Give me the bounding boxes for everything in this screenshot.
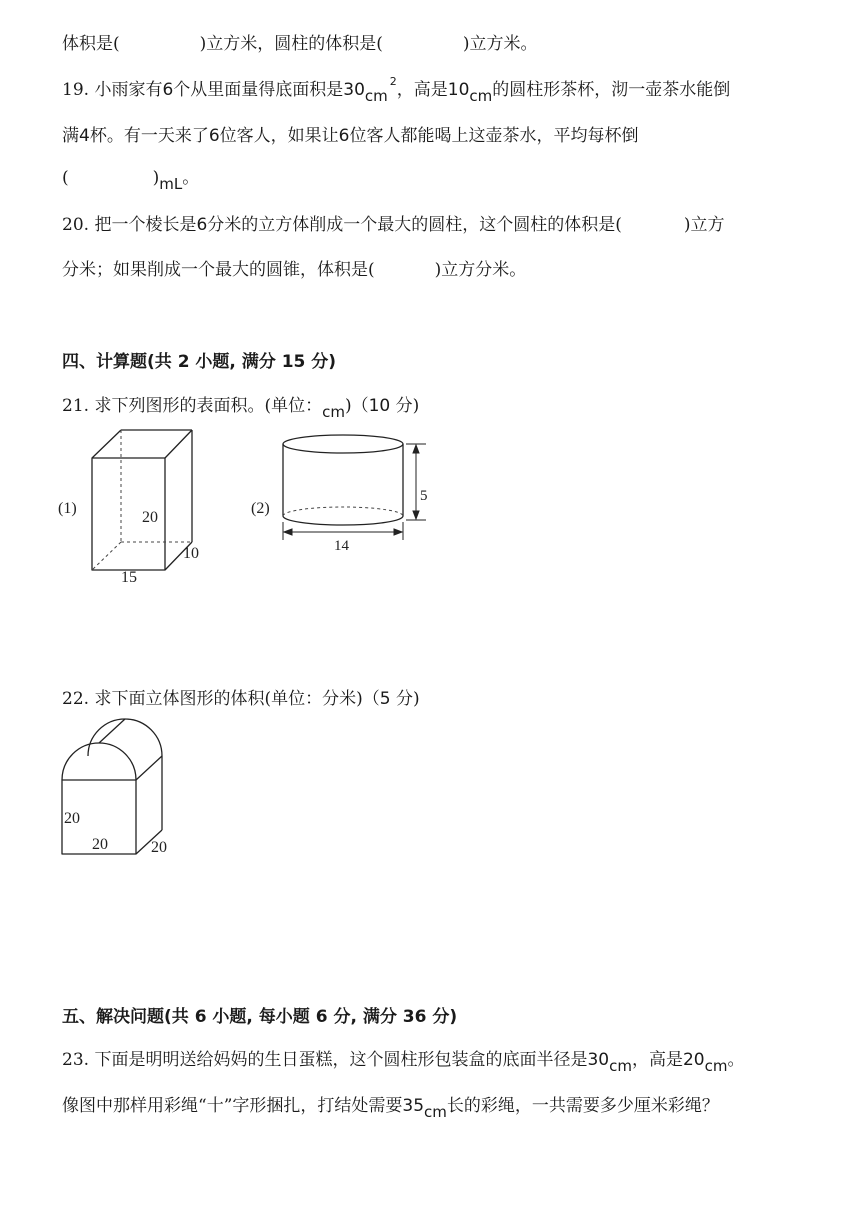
text: 像图中那样用彩绳“十”字形捆扎，打结处需要	[62, 1096, 403, 1116]
number: 30	[343, 80, 365, 100]
q23-line2	[62, 1094, 719, 1121]
superscript: 2	[389, 75, 397, 88]
dimension-width: 20	[92, 836, 108, 853]
text: )立方米。	[462, 34, 538, 54]
text: 体积是(	[62, 34, 120, 54]
section-heading-5	[62, 1002, 457, 1027]
text: )立方	[683, 215, 725, 235]
cylinder-top	[283, 435, 403, 453]
figure-label-2: (2)	[251, 500, 270, 517]
number: 10	[447, 80, 470, 100]
number: 4	[79, 126, 90, 146]
text: )	[152, 168, 160, 188]
unit: mL	[159, 175, 183, 193]
text: 位客人都能喝上这壶茶水，平均每杯倒	[349, 126, 639, 146]
q21-prompt	[62, 394, 420, 421]
text: 五、	[62, 1007, 96, 1027]
figure-22	[55, 716, 185, 861]
number: 6	[162, 80, 174, 100]
q18-continuation	[62, 32, 538, 56]
text: ，高是	[631, 1050, 683, 1070]
q20-line2	[62, 258, 526, 282]
q19-line2	[62, 124, 638, 148]
text: 分米的立方体削成一个最大的圆柱，这个圆柱的体积是(	[207, 215, 622, 235]
dimension-depth: 10	[183, 545, 199, 562]
text: 满	[62, 126, 79, 146]
cylinder-diameter-label: 14	[334, 538, 349, 554]
cylinder-height-label: 5	[420, 488, 428, 504]
text: 位客人，如果让	[219, 126, 339, 146]
text: 。	[182, 168, 200, 188]
text: 分米；如果削成一个最大的圆锥，体积是(	[62, 260, 375, 280]
text: 计算题	[96, 352, 147, 372]
unit: cm	[704, 1057, 728, 1075]
figure-21-1-final	[55, 425, 225, 590]
text: )（	[344, 396, 369, 416]
text: 。	[727, 1050, 745, 1070]
unit: cm	[609, 1057, 632, 1075]
dimension-height: 20	[64, 810, 80, 827]
dimension-height: 20	[142, 509, 158, 526]
text: 杯。有一天来了	[89, 126, 209, 146]
text: (	[62, 168, 69, 188]
number: 6	[196, 215, 208, 235]
text: 个从里面量得底面积是	[173, 80, 344, 100]
text: 19. 小雨家有	[62, 80, 163, 100]
number: 35	[402, 1096, 425, 1116]
unit: cm	[424, 1103, 447, 1121]
points: 10 分	[368, 396, 413, 416]
number: 6	[208, 126, 220, 146]
number: 6	[338, 126, 350, 146]
points: 5 分	[379, 689, 413, 709]
q19-line3	[62, 166, 200, 193]
unit: cm	[322, 403, 345, 421]
q22-prompt	[62, 687, 420, 711]
text: 20. 把一个棱长是	[62, 215, 197, 235]
text: )立方分米。	[434, 260, 527, 280]
section-heading-4	[62, 347, 336, 372]
unit: cm	[469, 87, 493, 105]
text: 解决问题	[96, 1007, 164, 1027]
figure-label-1: (1)	[58, 500, 77, 517]
q23-line1	[62, 1048, 745, 1075]
text: 四、	[62, 352, 96, 372]
text: )	[412, 689, 420, 709]
dimension-depth: 20	[151, 839, 167, 856]
number: 30	[587, 1050, 610, 1070]
text: (共 6 小题, 每小题 6 分, 满分 36 分)	[164, 1007, 458, 1027]
dimension-width: 15	[121, 569, 137, 586]
unit: cm	[364, 87, 388, 105]
q20-line1	[62, 213, 725, 237]
text: 22. 求下面立体图形的体积(单位：分米)（	[62, 689, 380, 709]
q19-line1	[62, 75, 731, 105]
text: 23. 下面是明明送给妈妈的生日蛋糕，这个圆柱形包装盒的底面半径是	[62, 1050, 588, 1070]
figure-21-2	[248, 430, 438, 555]
number: 20	[682, 1050, 705, 1070]
text: 21. 求下列图形的表面积。(单位：	[62, 396, 323, 416]
text: )立方米，圆柱的体积是(	[199, 34, 383, 54]
text: (共 2 小题, 满分 15 分)	[147, 352, 337, 372]
text: 长的彩绳，一共需要多少厘米彩绳？	[446, 1096, 719, 1116]
text: )	[412, 396, 420, 416]
text: 的圆柱形茶杯，沏一壶茶水能倒	[492, 80, 731, 100]
text: ，高是	[396, 80, 448, 100]
